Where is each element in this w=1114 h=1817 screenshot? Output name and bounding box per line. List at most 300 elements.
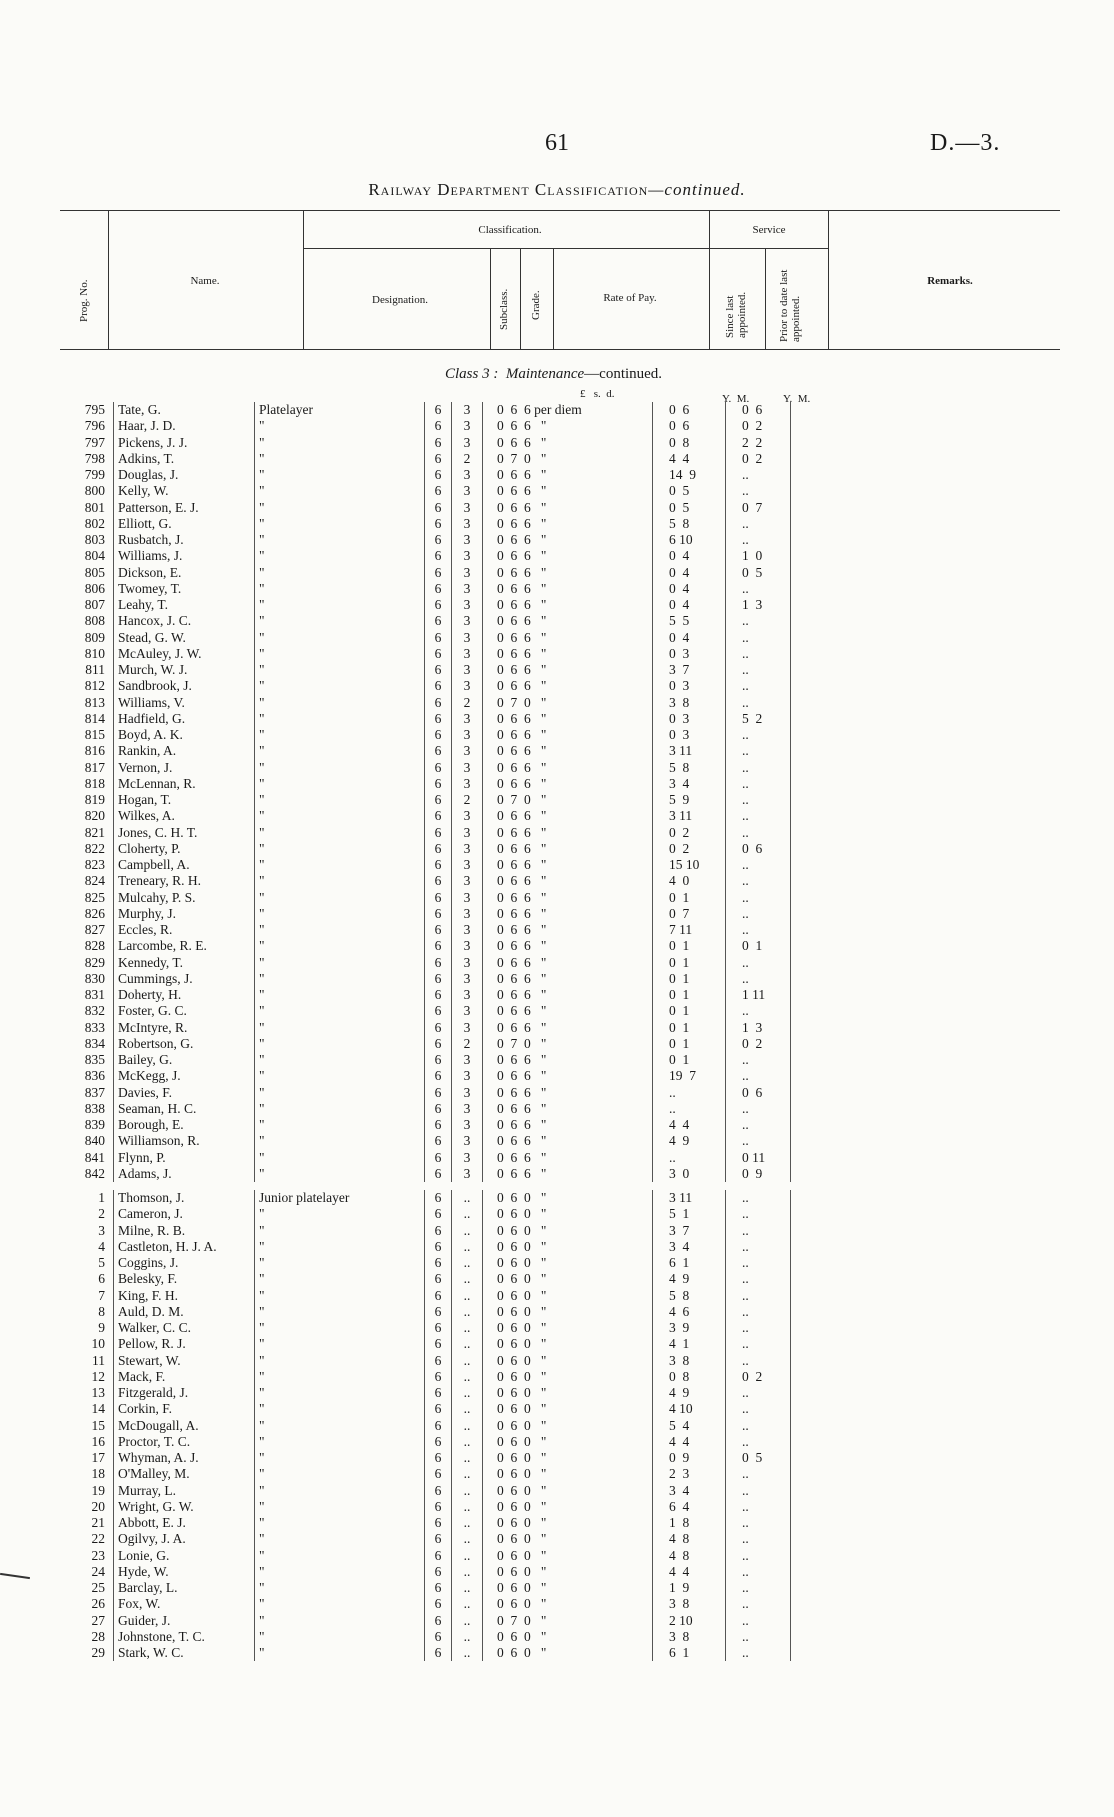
subclass: 6 — [425, 873, 452, 889]
designation: " — [255, 1645, 425, 1661]
designation: " — [255, 467, 425, 483]
since-appointed: 3 4 — [653, 1239, 726, 1255]
prog-no: 811 — [85, 662, 105, 678]
grade: 3 — [452, 971, 483, 987]
grade: 3 — [452, 613, 483, 629]
prior-appointed: .. — [726, 1336, 791, 1352]
header-col-divider — [108, 210, 109, 349]
grade: .. — [452, 1401, 483, 1417]
subclass: 6 — [425, 662, 452, 678]
prior-appointed: 0 9 — [726, 1166, 791, 1182]
prog-no: 24 — [91, 1563, 105, 1579]
rate-of-pay: 0 6 6 " — [483, 581, 653, 597]
rate-of-pay: 0 6 0 " — [483, 1239, 653, 1255]
subclass: 6 — [425, 613, 452, 629]
staff-name: Wilkes, A. — [114, 808, 255, 824]
grade: .. — [452, 1320, 483, 1336]
staff-name: Robertson, G. — [114, 1036, 255, 1052]
designation: " — [255, 1564, 425, 1580]
prior-appointed: .. — [726, 743, 791, 759]
prior-appointed: .. — [726, 727, 791, 743]
staff-name: Stewart, W. — [114, 1353, 255, 1369]
table-row — [55, 825, 791, 841]
staff-name: Murray, L. — [114, 1483, 255, 1499]
grade: 3 — [452, 500, 483, 516]
subclass: 6 — [425, 1036, 452, 1052]
table-row — [55, 1613, 791, 1629]
prog-no: 841 — [84, 1149, 105, 1165]
since-appointed: 19 7 — [653, 1068, 726, 1084]
table-row — [55, 1515, 791, 1531]
grade: 3 — [452, 532, 483, 548]
designation: " — [255, 1369, 425, 1385]
since-appointed: .. — [653, 1085, 726, 1101]
since-appointed: 0 4 — [653, 597, 726, 613]
table-row — [55, 906, 791, 922]
staff-name: Cameron, J. — [114, 1206, 255, 1222]
since-appointed: 0 1 — [653, 1036, 726, 1052]
rate-of-pay: 0 6 6 " — [483, 987, 653, 1003]
prior-appointed: .. — [726, 890, 791, 906]
rate-of-pay: 0 6 6 " — [483, 760, 653, 776]
prior-appointed: .. — [726, 1531, 791, 1547]
designation: " — [255, 890, 425, 906]
rate-of-pay: 0 6 0 " — [483, 1450, 653, 1466]
subclass: 6 — [425, 1068, 452, 1084]
table-row — [55, 678, 791, 694]
table-row — [55, 435, 791, 451]
prog-no: 12 — [91, 1368, 105, 1384]
rate-of-pay: 0 6 0 " — [483, 1531, 653, 1547]
prior-appointed: .. — [726, 516, 791, 532]
table-row — [55, 451, 791, 467]
since-appointed: 0 9 — [653, 1450, 726, 1466]
subclass: 6 — [425, 1564, 452, 1580]
staff-name: Barclay, L. — [114, 1580, 255, 1596]
table-row — [55, 971, 791, 987]
rate-of-pay: 0 6 6 " — [483, 548, 653, 564]
since-appointed: 3 4 — [653, 1483, 726, 1499]
grade: .. — [452, 1499, 483, 1515]
prior-appointed: 1 0 — [726, 548, 791, 564]
prog-no: 14 — [91, 1401, 105, 1417]
since-appointed: 0 2 — [653, 841, 726, 857]
grade: .. — [452, 1613, 483, 1629]
since-appointed: 0 1 — [653, 1003, 726, 1019]
prog-no: 1 — [98, 1190, 105, 1206]
staff-name: Tate, G. — [114, 402, 255, 418]
staff-table-junior-platelayers — [55, 1190, 791, 1661]
table-row — [55, 890, 791, 906]
subclass: 6 — [425, 483, 452, 499]
since-appointed: 3 7 — [653, 1223, 726, 1239]
rate-of-pay: 0 6 6 " — [483, 532, 653, 548]
designation: " — [255, 1613, 425, 1629]
prog-no: 4 — [98, 1238, 105, 1254]
table-row — [55, 1401, 791, 1417]
prog-no: 15 — [91, 1417, 105, 1433]
subclass: 6 — [425, 971, 452, 987]
prog-no: 833 — [84, 1019, 105, 1035]
staff-name: Hadfield, G. — [114, 711, 255, 727]
prior-appointed: .. — [726, 1515, 791, 1531]
grade: .. — [452, 1369, 483, 1385]
subclass: 6 — [425, 1466, 452, 1482]
grade: .. — [452, 1304, 483, 1320]
designation: " — [255, 971, 425, 987]
since-appointed: 2 3 — [653, 1466, 726, 1482]
subclass: 6 — [425, 727, 452, 743]
subclass: 6 — [425, 711, 452, 727]
rate-of-pay: 0 6 0 " — [483, 1499, 653, 1515]
staff-name: McLennan, R. — [114, 776, 255, 792]
prior-appointed: .. — [726, 1003, 791, 1019]
header-name: Name. — [190, 275, 220, 287]
designation: " — [255, 418, 425, 434]
subclass: 6 — [425, 1052, 452, 1068]
prog-no: 801 — [84, 499, 105, 515]
grade: 3 — [452, 646, 483, 662]
staff-name: Boyd, A. K. — [114, 727, 255, 743]
table-row — [55, 613, 791, 629]
grade: 3 — [452, 711, 483, 727]
since-appointed: 0 4 — [653, 548, 726, 564]
rate-of-pay: 0 7 0 " — [483, 451, 653, 467]
designation: " — [255, 565, 425, 581]
subclass: 6 — [425, 1418, 452, 1434]
staff-name: Johnstone, T. C. — [114, 1629, 255, 1645]
since-appointed: 3 9 — [653, 1320, 726, 1336]
since-appointed: 4 6 — [653, 1304, 726, 1320]
prog-no: 816 — [84, 743, 105, 759]
prog-no: 802 — [84, 515, 105, 531]
prog-no: 809 — [84, 629, 105, 645]
prog-no: 795 — [84, 402, 105, 418]
table-row — [55, 1336, 791, 1352]
since-appointed: 1 9 — [653, 1580, 726, 1596]
since-appointed: 4 4 — [653, 1434, 726, 1450]
subclass: 6 — [425, 906, 452, 922]
grade: 2 — [452, 451, 483, 467]
prog-no: 6 — [98, 1271, 105, 1287]
designation: " — [255, 1418, 425, 1434]
prior-appointed: .. — [726, 955, 791, 971]
prog-no: 13 — [91, 1385, 105, 1401]
prog-no: 812 — [84, 678, 105, 694]
prior-appointed: .. — [726, 695, 791, 711]
since-appointed: 5 8 — [653, 1288, 726, 1304]
prior-appointed: .. — [726, 1401, 791, 1417]
prior-appointed: .. — [726, 1434, 791, 1450]
designation: " — [255, 1499, 425, 1515]
grade: 3 — [452, 938, 483, 954]
table-row — [55, 1255, 791, 1271]
since-appointed: 3 8 — [653, 1596, 726, 1612]
designation: " — [255, 825, 425, 841]
grade: .. — [452, 1190, 483, 1206]
rate-of-pay: 0 6 0 " — [483, 1336, 653, 1352]
since-appointed: 4 4 — [653, 1117, 726, 1133]
staff-name: Kennedy, T. — [114, 955, 255, 971]
subclass: 6 — [425, 1271, 452, 1287]
since-appointed: 0 8 — [653, 1369, 726, 1385]
grade: .. — [452, 1353, 483, 1369]
subclass: 6 — [425, 500, 452, 516]
table-row — [55, 1320, 791, 1336]
table-row — [55, 695, 791, 711]
grade: 3 — [452, 776, 483, 792]
header-col-divider — [765, 248, 766, 349]
grade: 3 — [452, 516, 483, 532]
staff-name: Coggins, J. — [114, 1255, 255, 1271]
staff-name: Foster, G. C. — [114, 1003, 255, 1019]
rate-of-pay: 0 6 6 " — [483, 500, 653, 516]
prior-appointed: 0 2 — [726, 1369, 791, 1385]
grade: 3 — [452, 467, 483, 483]
prog-no: 797 — [84, 434, 105, 450]
designation: " — [255, 435, 425, 451]
prog-no: 16 — [91, 1433, 105, 1449]
grade: .. — [452, 1645, 483, 1661]
table-row — [55, 1564, 791, 1580]
table-row — [55, 1385, 791, 1401]
prior-appointed: .. — [726, 532, 791, 548]
prog-no: 800 — [84, 483, 105, 499]
designation: " — [255, 711, 425, 727]
page-title — [0, 180, 1114, 200]
prog-no: 829 — [84, 954, 105, 970]
prog-no: 798 — [84, 450, 105, 466]
header-col-divider — [520, 248, 521, 349]
staff-name: Kelly, W. — [114, 483, 255, 499]
staff-name: Elliott, G. — [114, 516, 255, 532]
grade: 3 — [452, 955, 483, 971]
staff-name: Jones, C. H. T. — [114, 825, 255, 841]
table-row — [55, 1353, 791, 1369]
designation: " — [255, 1336, 425, 1352]
grade: 3 — [452, 727, 483, 743]
rate-of-pay: 0 6 6 " — [483, 1133, 653, 1149]
table-row — [55, 711, 791, 727]
header-classification: Classification. — [478, 224, 542, 236]
since-appointed: 3 8 — [653, 1353, 726, 1369]
prior-appointed: .. — [726, 1564, 791, 1580]
table-row — [55, 548, 791, 564]
rate-of-pay: 0 7 0 " — [483, 792, 653, 808]
staff-name: Murphy, J. — [114, 906, 255, 922]
prior-appointed: .. — [726, 662, 791, 678]
grade: 3 — [452, 825, 483, 841]
since-appointed: 6 10 — [653, 532, 726, 548]
prog-no: 9 — [98, 1320, 105, 1336]
designation: " — [255, 1206, 425, 1222]
prog-no: 813 — [84, 694, 105, 710]
since-appointed: 0 4 — [653, 565, 726, 581]
grade: 3 — [452, 743, 483, 759]
staff-name: Treneary, R. H. — [114, 873, 255, 889]
table-row — [55, 1117, 791, 1133]
class-continued: —continued. — [584, 366, 663, 382]
since-appointed: 3 0 — [653, 1166, 726, 1182]
prog-no: 22 — [91, 1531, 105, 1547]
grade: .. — [452, 1336, 483, 1352]
subclass: 6 — [425, 1255, 452, 1271]
since-appointed: 3 11 — [653, 808, 726, 824]
header-service: Service — [752, 224, 786, 236]
staff-name: Williams, V. — [114, 695, 255, 711]
header-col-divider — [303, 210, 304, 349]
rate-of-pay: 0 6 6 " — [483, 678, 653, 694]
designation: " — [255, 938, 425, 954]
designation: " — [255, 1483, 425, 1499]
designation: " — [255, 922, 425, 938]
subclass: 6 — [425, 451, 452, 467]
staff-name: Stark, W. C. — [114, 1645, 255, 1661]
rate-of-pay: 0 6 6 " — [483, 565, 653, 581]
rate-of-pay: 0 6 6 " — [483, 418, 653, 434]
staff-name: Belesky, F. — [114, 1271, 255, 1287]
prior-appointed: .. — [726, 792, 791, 808]
since-appointed: .. — [653, 1150, 726, 1166]
prior-appointed: .. — [726, 1548, 791, 1564]
page-number: 61 — [545, 130, 569, 156]
grade: 3 — [452, 857, 483, 873]
prior-appointed: .. — [726, 1385, 791, 1401]
prog-no: 819 — [84, 792, 105, 808]
prior-appointed: .. — [726, 1052, 791, 1068]
grade: 3 — [452, 873, 483, 889]
document-reference: D.—3. — [930, 130, 1001, 156]
subclass: 6 — [425, 743, 452, 759]
header-since-appointed: Since last appointed. — [724, 291, 748, 338]
rate-of-pay: 0 7 0 " — [483, 1036, 653, 1052]
prior-appointed: .. — [726, 1239, 791, 1255]
table-row — [55, 1101, 791, 1117]
subclass: 6 — [425, 1483, 452, 1499]
rate-of-pay: 0 6 6 " — [483, 1020, 653, 1036]
grade: .. — [452, 1580, 483, 1596]
prog-no: 814 — [84, 710, 105, 726]
subclass: 6 — [425, 1288, 452, 1304]
prior-appointed: 0 7 — [726, 500, 791, 516]
rate-of-pay: 0 6 6 " — [483, 613, 653, 629]
prior-appointed: .. — [726, 1255, 791, 1271]
grade: 3 — [452, 1117, 483, 1133]
subclass: 6 — [425, 695, 452, 711]
subclass: 6 — [425, 1166, 452, 1182]
subclass: 6 — [425, 1190, 452, 1206]
table-row — [55, 1271, 791, 1287]
staff-name: Hancox, J. C. — [114, 613, 255, 629]
table-row — [55, 1304, 791, 1320]
grade: .. — [452, 1271, 483, 1287]
prior-appointed: .. — [726, 1483, 791, 1499]
prior-appointed: .. — [726, 1629, 791, 1645]
prog-no: 807 — [84, 597, 105, 613]
designation: " — [255, 1288, 425, 1304]
designation: " — [255, 1003, 425, 1019]
grade: 3 — [452, 1020, 483, 1036]
since-appointed: 4 8 — [653, 1531, 726, 1547]
subclass: 6 — [425, 1580, 452, 1596]
prog-no: 824 — [84, 873, 105, 889]
grade: .. — [452, 1596, 483, 1612]
designation: " — [255, 792, 425, 808]
since-appointed: 5 5 — [653, 613, 726, 629]
grade: 3 — [452, 1150, 483, 1166]
prog-no: 23 — [91, 1547, 105, 1563]
since-appointed: 2 10 — [653, 1613, 726, 1629]
since-appointed: 5 9 — [653, 792, 726, 808]
rate-of-pay: 0 6 6 " — [483, 727, 653, 743]
since-appointed: 0 8 — [653, 435, 726, 451]
staff-name: Pellow, R. J. — [114, 1336, 255, 1352]
designation: " — [255, 987, 425, 1003]
prog-no: 799 — [84, 467, 105, 483]
staff-name: Ogilvy, J. A. — [114, 1531, 255, 1547]
staff-name: Castleton, H. J. A. — [114, 1239, 255, 1255]
prog-no: 834 — [84, 1035, 105, 1051]
rate-of-pay: 0 6 6 " — [483, 1166, 653, 1182]
rate-of-pay: 0 6 6 " — [483, 662, 653, 678]
rate-of-pay: 0 6 6 " — [483, 1085, 653, 1101]
grade: 3 — [452, 435, 483, 451]
rate-of-pay: 0 6 6 " — [483, 906, 653, 922]
staff-name: Cummings, J. — [114, 971, 255, 987]
header-col-divider — [553, 248, 554, 349]
designation: " — [255, 760, 425, 776]
grade: 2 — [452, 792, 483, 808]
staff-name: Sandbrook, J. — [114, 678, 255, 694]
subclass: 6 — [425, 630, 452, 646]
since-appointed: 0 3 — [653, 727, 726, 743]
subclass: 6 — [425, 1385, 452, 1401]
rate-of-pay: 0 6 0 " — [483, 1353, 653, 1369]
grade: .. — [452, 1515, 483, 1531]
table-row — [55, 1085, 791, 1101]
prior-appointed: 5 2 — [726, 711, 791, 727]
table-row — [55, 1450, 791, 1466]
prior-appointed: 0 2 — [726, 1036, 791, 1052]
grade: .. — [452, 1288, 483, 1304]
subclass: 6 — [425, 922, 452, 938]
subclass: 6 — [425, 760, 452, 776]
subclass: 6 — [425, 1223, 452, 1239]
subclass: 6 — [425, 1596, 452, 1612]
staff-name: Patterson, E. J. — [114, 500, 255, 516]
staff-name: Vernon, J. — [114, 760, 255, 776]
rate-of-pay: 0 6 0 " — [483, 1385, 653, 1401]
grade: .. — [452, 1255, 483, 1271]
designation: " — [255, 1133, 425, 1149]
grade: .. — [452, 1223, 483, 1239]
rate-of-pay: 0 6 6 " — [483, 711, 653, 727]
table-row — [55, 1434, 791, 1450]
designation: " — [255, 630, 425, 646]
subclass: 6 — [425, 548, 452, 564]
header-subclass: Subclass. — [498, 288, 510, 330]
table-row — [55, 1531, 791, 1547]
since-appointed: 0 5 — [653, 483, 726, 499]
classification-rule — [303, 248, 828, 249]
prog-no: 17 — [91, 1450, 105, 1466]
table-row — [55, 1288, 791, 1304]
staff-name: McKegg, J. — [114, 1068, 255, 1084]
table-row — [55, 418, 791, 434]
since-appointed: 0 3 — [653, 711, 726, 727]
staff-name: Whyman, A. J. — [114, 1450, 255, 1466]
subclass: 6 — [425, 1239, 452, 1255]
